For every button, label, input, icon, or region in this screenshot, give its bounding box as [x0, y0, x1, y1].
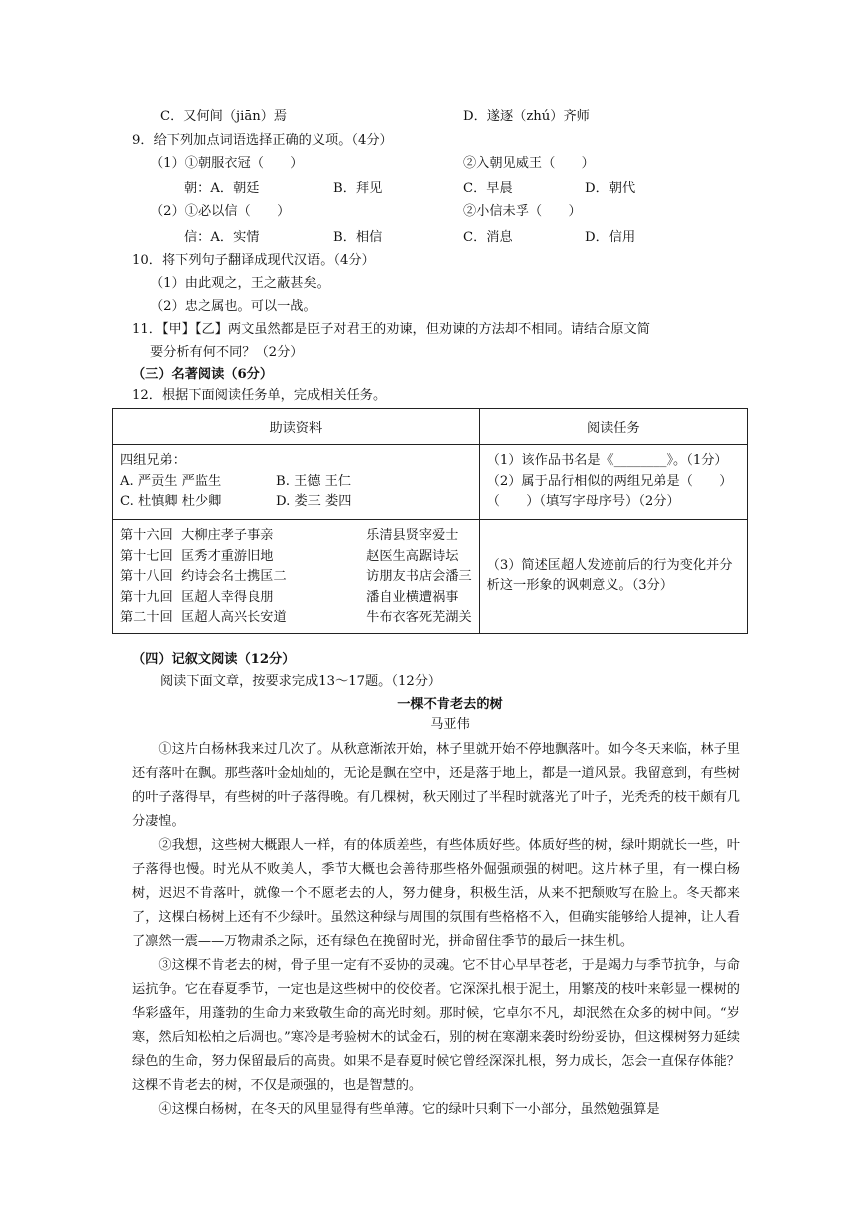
q9-2-option-b: B．相信 — [333, 230, 383, 245]
tasks-cell-1 — [479, 445, 747, 520]
task-2-line-2: （ ）（填写字母序号）（2分） — [486, 494, 680, 510]
table-header-tasks: 阅读任务 — [479, 409, 747, 445]
q9-item-2a: （2）①必以信（ ） — [150, 204, 291, 219]
brothers-option-d: D. 娄三 娄四 — [276, 494, 352, 510]
section-4-instructions: 阅读下面文章，按要求完成13～17题。（12分） — [160, 674, 442, 689]
brothers-title: 四组兄弟： — [120, 453, 186, 469]
q9-item-2b: ②小信未孚（ ） — [463, 204, 582, 219]
chapter-row: 第十七回 匡秀才重游旧地 赵医生高踞诗坛 — [120, 548, 459, 564]
q9-2-option-c: C．消息 — [463, 230, 513, 245]
question-12: 12．根据下面阅读任务单，完成相关任务。 — [132, 388, 387, 403]
brothers-option-a: A. 严贡生 严监生 — [120, 473, 222, 489]
table-header-materials: 助读资料 — [113, 409, 480, 445]
article-title: 一棵不肯老去的树 — [397, 697, 503, 712]
section-3-heading: （三）名著阅读（6分） — [132, 367, 274, 382]
task-2-line-1: （2）属于品行相似的两组兄弟是（ ） — [486, 473, 733, 489]
q9-2-option-d: D．信用 — [585, 230, 636, 245]
q8-option-d: D．遂逐（zhú）齐师 — [463, 109, 590, 124]
q9-1-option-b: B．拜见 — [333, 181, 383, 196]
article-author: 马亚伟 — [430, 717, 470, 732]
question-10: 10．将下列句子翻译成现代汉语。（4分） — [132, 253, 375, 268]
chapter-row: 第十九回 匡超人幸得良朋 潘自业横遭祸事 — [120, 589, 459, 605]
question-11-line-1: 11．【甲】【乙】两文虽然都是臣子对君王的劝谏，但劝谏的方法却不相同。请结合原文简 — [132, 322, 650, 337]
article-paragraph-1: ①这片白杨林我来过几次了。从秋意渐浓开始，林子里就开始不停地飘落叶。如今冬天来临，林子里还有落叶在飘。那些落叶金灿灿的，无论是飘在空中，还是落于地上，都是一道风景。我留意到，有些树的叶子落得早，有些树的叶子落得晚。有几棵树，秋天刚过了半程时就落光了叶子，光秃秃的枝干颇有几分凄惶。 — [132, 742, 740, 829]
q9-2-option-a: 信：A．实情 — [184, 230, 260, 245]
q9-item-1b: ②入朝见威王（ ） — [463, 156, 595, 171]
task-3-line-2: 析这一形象的讽刺意义。（3分） — [486, 578, 674, 594]
task-3-line-1: （3）简述匡超人发迹前后的行为变化并分 — [486, 557, 733, 573]
q8-option-c: C．又何间（jiān）焉 — [160, 109, 288, 124]
q9-item-1a: （1）①朝服衣冠（ ） — [150, 156, 304, 171]
chapter-list-cell — [113, 520, 480, 634]
q10-sentence-1: （1）由此观之，王之蔽甚矣。 — [150, 276, 330, 291]
article-paragraph-2: ②我想，这些树大概跟人一样，有的体质差些，有些体质好些。体质好些的树，绿叶期就长一些，叶子落得也慢。时光从不败美人，季节大概也会善待那些格外倔强顽强的树吧。这片林子里，有一棵白杨树，迟迟不肯落叶，就像一个不愿老去的人，努力健身，积极生活，从来不把颓败写在脸上。冬天都来了，这棵白杨树上还有不少绿叶。虽然这种绿与周围的氛围有些格格不入，但确实能够给人提神，让人看了凛然一震——万物肃杀之际，还有绿色在挽留时光，拼命留住季节的最后一抹生机。 — [132, 838, 740, 949]
section-4-heading: （四）记叙文阅读（12分） — [132, 652, 296, 667]
article-paragraph-4: ④这棵白杨树，在冬天的风里显得有些单薄。它的绿叶只剩下一小部分，虽然勉强算是 — [158, 1102, 660, 1117]
reading-task-table — [112, 408, 748, 634]
q9-1-option-c: C．早晨 — [463, 181, 513, 196]
q10-sentence-2: （2）忠之属也。可以一战。 — [150, 299, 317, 314]
brothers-option-c: C. 杜慎卿 杜少卿 — [120, 494, 222, 510]
q9-1-option-d: D．朝代 — [585, 181, 636, 196]
q9-1-option-a: 朝：A．朝廷 — [184, 181, 260, 196]
chapter-row: 第二十回 匡超人高兴长安道 牛布衣客死芜湖关 — [120, 610, 472, 625]
question-9: 9．给下列加点词语选择正确的义项。（4分） — [132, 133, 393, 148]
chapter-row: 第十六回 大柳庄孝子事亲 乐清县贤宰爱士 — [120, 528, 459, 543]
tasks-cell-2 — [479, 520, 747, 634]
article-paragraph-3: ③这棵不肯老去的树，骨子里一定有不妥协的灵魂。它不甘心早早苍老，于是竭力与季节抗争，与命运抗争。它在春夏季节，一定也是这些树中的佼佼者。它深深扎根于泥土，用繁茂的枝叶来彰显一棵树的华彩盛年，用蓬勃的生命力来致敬生命的高光时刻。那时候，它卓尔不凡，却泯然在众多的树中间。“岁寒，然后知松柏之后凋也。”寒冷是考验树木的试金石，别的树在寒潮来袭时纷纷妥协，但这棵树努力延续绿色的生命，努力保留最后的高贵。如果不是春夏时候它曾经深深扎根，努力成长，怎会一直保存体能？这棵不肯老去的树，不仅是顽强的，也是智慧的。 — [132, 958, 740, 1093]
question-11-line-2: 要分析有何不同？（2分） — [150, 345, 304, 360]
chapter-row: 第十八回 约诗会名士携匡二 访朋友书店会潘三 — [120, 569, 472, 584]
brothers-cell — [113, 445, 480, 520]
task-1: （1）该作品书名是《________》。（1分） — [486, 453, 728, 469]
brothers-option-b: B. 王德 王仁 — [276, 473, 352, 489]
